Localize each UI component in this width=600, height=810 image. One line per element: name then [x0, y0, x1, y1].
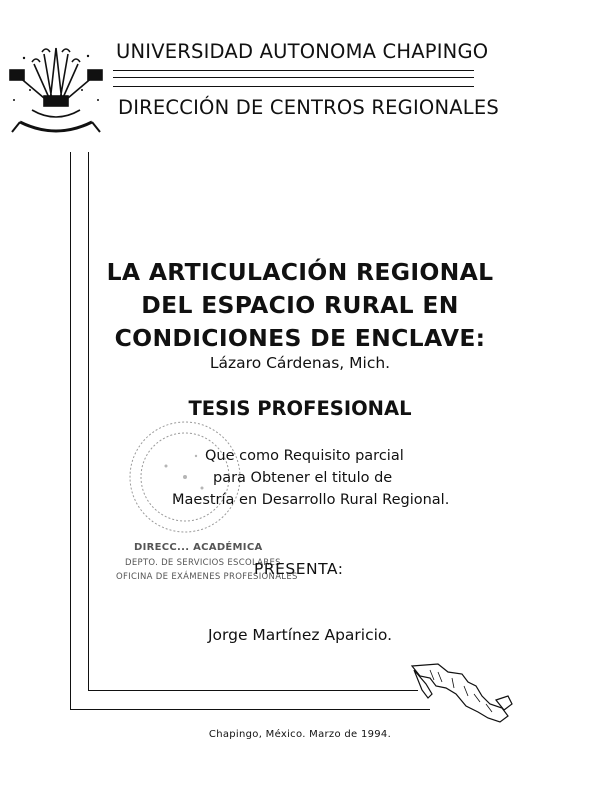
requirement-line-3: Maestría en Desarrollo Rural Regional. — [172, 492, 450, 508]
frame-left-outer — [70, 152, 71, 710]
frame-left-inner — [88, 152, 89, 690]
title-line-2: DEL ESPACIO RURAL EN — [141, 291, 459, 319]
title-line-1: LA ARTICULACIÓN REGIONAL — [106, 258, 494, 286]
title-place: Lázaro Cárdenas, Mich. — [209, 354, 391, 372]
division-name: DIRECCIÓN DE CENTROS REGIONALES — [118, 96, 499, 119]
thesis-title — [80, 256, 520, 355]
author-name: Jorge Martínez Aparicio. — [207, 626, 393, 644]
stamp-line-1: DIRECC... ACADÉMICA — [134, 542, 263, 553]
stamp-line-2: DEPTO. DE SERVICIOS ESCOLARES — [125, 558, 281, 568]
mexico-map-icon — [408, 660, 514, 726]
university-name: UNIVERSIDAD AUTONOMA CHAPINGO — [116, 40, 489, 63]
requirement-line-1: Que como Requisito parcial — [205, 448, 404, 464]
title-line-3: CONDICIONES DE ENCLAVE: — [114, 324, 486, 352]
frame-bottom-inner — [88, 690, 418, 691]
stamp-line-3: OFICINA DE EXÁMENES PROFESIONALES — [116, 572, 298, 582]
presenta-label: PRESENTA: — [254, 560, 344, 578]
frame-bottom-outer — [70, 709, 430, 710]
header-rule-mid — [113, 77, 474, 78]
footer-place-date: Chapingo, México. Marzo de 1994. — [208, 729, 392, 740]
thesis-type: TESIS PROFESIONAL — [188, 397, 412, 420]
university-seal-logo — [4, 40, 108, 140]
header-rule-low — [113, 86, 474, 87]
header-rule-top — [113, 70, 474, 71]
requirement-line-2: para Obtener el titulo de — [213, 470, 393, 486]
